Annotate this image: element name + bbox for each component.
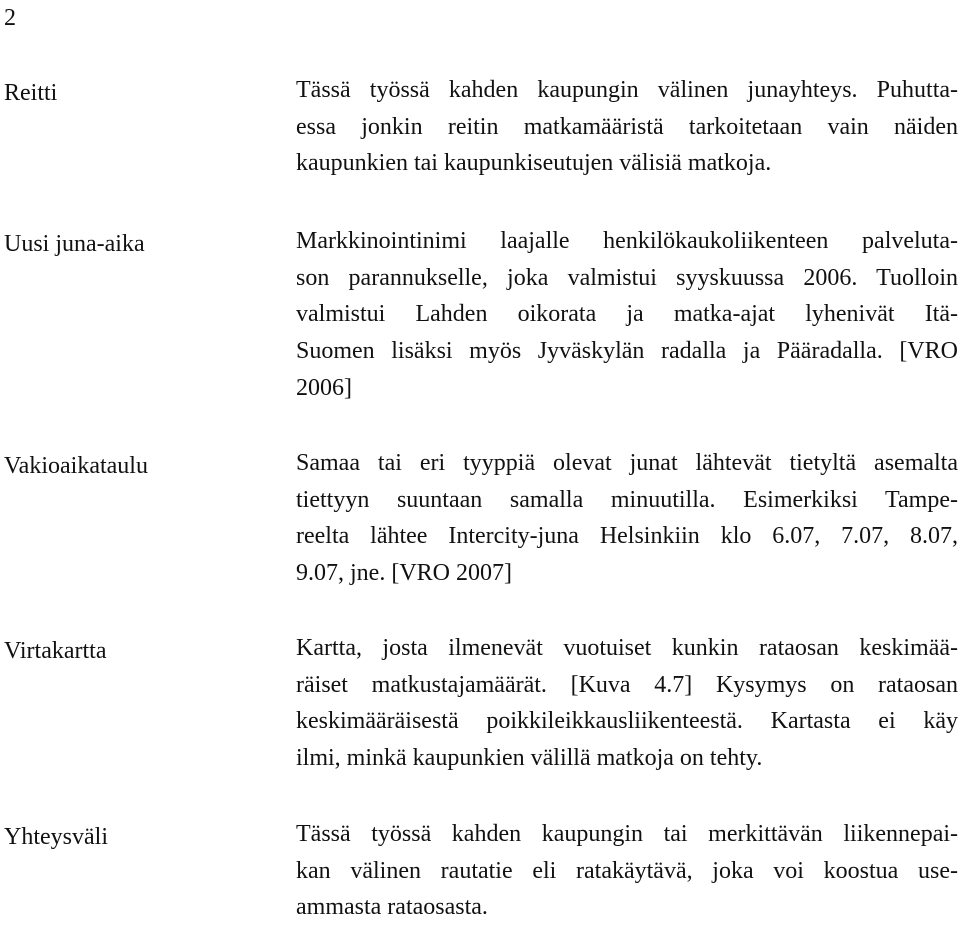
definition-line: Kartta, josta ilmenevät vuotuiset kunkin rataosan keskimää- <box>296 635 958 661</box>
definition-reitti <box>296 72 958 182</box>
definition-line: essa jonkin reitin matkamääristä tarkoitetaan vain näiden <box>296 113 958 140</box>
definition-line: reelta lähtee Intercity-juna Helsinkiin klo 6.07, 7.07, 8.07, <box>296 523 958 550</box>
term-reitti: Reitti <box>4 80 58 106</box>
definition-line: kan välinen rautatie eli ratakäytävä, joka voi koostua use- <box>296 857 958 884</box>
term-uusi-juna-aika: Uusi juna-aika <box>4 231 145 257</box>
term-virtakartta: Virtakartta <box>4 638 107 664</box>
definition-line: ammasta rataosasta. <box>296 894 488 921</box>
definition-line: ilmi, minkä kaupunkien välillä matkoja on tehty. <box>296 745 763 772</box>
term-vakioaikataulu: Vakioaikataulu <box>4 453 148 479</box>
definition-line: 2006] <box>296 374 352 401</box>
definition-line: 9.07, jne. [VRO 2007] <box>296 560 512 587</box>
definition-line: Tässä työssä kahden kaupungin tai merkittävän liikennepai- <box>296 821 958 847</box>
definition-line: Markkinointinimi laajalle henkilökaukoliikenteen palveluta- <box>296 228 958 254</box>
definition-uusi-juna-aika <box>296 223 958 407</box>
page-number: 2 <box>4 5 16 31</box>
definition-line: valmistui Lahden oikorata ja matka-ajat lyhenivät Itä- <box>296 301 958 328</box>
definition-line: keskimääräisestä poikkileikkausliikenteestä. Kartasta ei käy <box>296 708 958 735</box>
definition-line: tiettyyn suuntaan samalla minuutilla. Esimerkiksi Tampe- <box>296 486 958 513</box>
definition-line: kaupunkien tai kaupunkiseutujen välisiä matkoja. <box>296 150 772 177</box>
term-yhteysvali: Yhteysväli <box>4 824 108 850</box>
definition-line: Samaa tai eri tyyppiä olevat junat lähtevät tietyltä asemalta <box>296 450 958 476</box>
definition-virtakartta <box>296 630 958 777</box>
definition-line: Tässä työssä kahden kaupungin välinen junayhteys. Puhutta- <box>296 77 958 103</box>
definition-yhteysvali <box>296 816 958 926</box>
definition-vakioaikataulu <box>296 445 958 592</box>
definition-line: Suomen lisäksi myös Jyväskylän radalla ja Pääradalla. [VRO <box>296 338 958 365</box>
definition-line: son parannukselle, joka valmistui syyskuussa 2006. Tuolloin <box>296 264 958 291</box>
definition-line: räiset matkustajamäärät. [Kuva 4.7] Kysymys on rataosan <box>296 671 958 698</box>
